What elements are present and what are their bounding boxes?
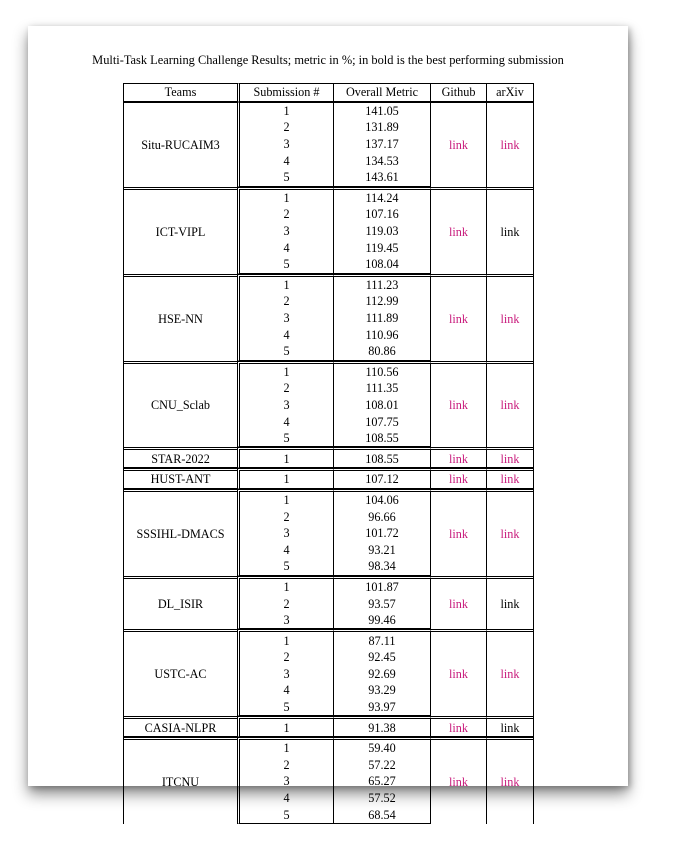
header-row	[124, 83, 533, 102]
submission-number: 2	[237, 119, 333, 136]
submission-number: 2	[237, 206, 333, 223]
submission-number: 3	[237, 397, 333, 414]
team-name: ICT-VIPL	[124, 187, 237, 274]
overall-metric-value: 68.54	[333, 806, 430, 824]
overall-metric-value: 137.17	[333, 136, 430, 153]
overall-metric-value: 91.38	[333, 716, 430, 737]
arxiv-cell	[486, 447, 533, 468]
github-cell	[430, 489, 486, 576]
overall-metric-value: 57.52	[333, 790, 430, 807]
overall-metric-value: 111.35	[333, 380, 430, 397]
overall-metric-value: 93.97	[333, 699, 430, 717]
github-link[interactable]: link	[449, 451, 468, 466]
results-body	[124, 102, 533, 824]
submission-number: 1	[237, 361, 333, 381]
overall-metric-value: 92.45	[333, 649, 430, 666]
arxiv-link[interactable]: link	[500, 472, 520, 487]
overall-metric-value: 107.12	[333, 468, 430, 489]
team-name: USTC-AC	[124, 629, 237, 716]
team-name: CASIA-NLPR	[124, 716, 237, 737]
submission-number: 1	[237, 187, 333, 207]
overall-metric-value: 108.01	[333, 397, 430, 414]
table-row	[124, 629, 533, 649]
overall-metric-value: 110.56	[333, 361, 430, 381]
github-cell	[430, 274, 486, 361]
overall-metric-value: 108.55	[333, 447, 430, 468]
github-link[interactable]: link	[449, 667, 468, 682]
submission-number: 1	[237, 274, 333, 294]
github-link[interactable]: link	[449, 398, 468, 413]
overall-metric-value: 112.99	[333, 293, 430, 310]
github-cell	[430, 187, 486, 274]
overall-metric-value: 92.69	[333, 666, 430, 683]
submission-number: 2	[237, 649, 333, 666]
table-row	[124, 576, 533, 596]
header-arxiv: arXiv	[486, 83, 533, 102]
overall-metric-value: 57.22	[333, 757, 430, 774]
submission-number: 4	[237, 413, 333, 430]
overall-metric-value: 98.34	[333, 558, 430, 576]
submission-number: 5	[237, 430, 333, 448]
team-name: HSE-NN	[124, 274, 237, 361]
submission-number: 2	[237, 757, 333, 774]
header-overall-metric: Overall Metric	[333, 83, 430, 102]
table-row	[124, 489, 533, 509]
submission-number: 1	[237, 629, 333, 649]
arxiv-link[interactable]: link	[500, 667, 520, 682]
github-link[interactable]: link	[449, 774, 468, 789]
arxiv-link[interactable]: link	[500, 311, 520, 326]
header-teams: Teams	[124, 83, 237, 102]
github-link[interactable]: link	[449, 472, 468, 487]
submission-number: 1	[237, 468, 333, 489]
submission-number: 3	[237, 612, 333, 630]
github-link[interactable]: link	[449, 224, 468, 239]
submission-number: 3	[237, 310, 333, 327]
overall-metric-value: 93.29	[333, 682, 430, 699]
overall-metric-value: 114.24	[333, 187, 430, 207]
team-name: CNU_Sclab	[124, 361, 237, 448]
overall-metric-value: 119.45	[333, 239, 430, 256]
arxiv-link[interactable]: link	[500, 597, 520, 612]
github-cell	[430, 576, 486, 630]
submission-number: 4	[237, 326, 333, 343]
table-row	[124, 361, 533, 381]
overall-metric-value: 111.89	[333, 310, 430, 327]
overall-metric-value: 110.96	[333, 326, 430, 343]
overall-metric-value: 107.75	[333, 413, 430, 430]
submission-number: 2	[237, 595, 333, 612]
table-row	[124, 468, 533, 489]
submission-number: 3	[237, 223, 333, 240]
results-table	[123, 83, 534, 824]
team-name: Situ-RUCAIM3	[124, 102, 237, 187]
submission-number: 5	[237, 256, 333, 274]
arxiv-link[interactable]: link	[500, 451, 520, 466]
github-cell	[430, 447, 486, 468]
arxiv-cell	[486, 629, 533, 716]
team-name: SSSIHL-DMACS	[124, 489, 237, 576]
submission-number: 5	[237, 343, 333, 361]
table-row	[124, 274, 533, 294]
overall-metric-value: 101.87	[333, 576, 430, 596]
github-link[interactable]: link	[449, 311, 468, 326]
arxiv-link[interactable]: link	[500, 774, 520, 789]
submission-number: 3	[237, 773, 333, 790]
overall-metric-value: 96.66	[333, 508, 430, 525]
arxiv-cell	[486, 576, 533, 630]
arxiv-link[interactable]: link	[500, 224, 520, 239]
submission-number: 2	[237, 508, 333, 525]
submission-number: 2	[237, 380, 333, 397]
submission-number: 1	[237, 737, 333, 757]
team-name: ITCNU	[124, 737, 237, 824]
table-row	[124, 447, 533, 468]
overall-metric-value: 141.05	[333, 102, 430, 120]
submission-number: 4	[237, 682, 333, 699]
overall-metric-value: 134.53	[333, 152, 430, 169]
submission-number: 1	[237, 716, 333, 737]
submission-number: 3	[237, 666, 333, 683]
submission-number: 1	[237, 489, 333, 509]
github-cell	[430, 102, 486, 187]
arxiv-cell	[486, 489, 533, 576]
github-cell	[430, 361, 486, 448]
overall-metric-value: 80.86	[333, 343, 430, 361]
github-link[interactable]: link	[449, 526, 468, 541]
github-cell	[430, 716, 486, 737]
submission-number: 1	[237, 447, 333, 468]
arxiv-cell	[486, 102, 533, 187]
header-submission: Submission #	[237, 83, 333, 102]
overall-metric-value: 107.16	[333, 206, 430, 223]
github-cell	[430, 629, 486, 716]
submission-number: 4	[237, 541, 333, 558]
overall-metric-value: 111.23	[333, 274, 430, 294]
submission-number: 3	[237, 136, 333, 153]
arxiv-link[interactable]: link	[500, 137, 520, 152]
submission-number: 5	[237, 169, 333, 187]
github-cell	[430, 468, 486, 489]
github-link[interactable]: link	[449, 720, 468, 735]
overall-metric-value: 65.27	[333, 773, 430, 790]
team-name: STAR-2022	[124, 447, 237, 468]
submission-number: 5	[237, 806, 333, 824]
arxiv-cell	[486, 187, 533, 274]
arxiv-cell	[486, 468, 533, 489]
submission-number: 5	[237, 699, 333, 717]
table-row	[124, 716, 533, 737]
arxiv-cell	[486, 737, 533, 824]
overall-metric-value: 108.04	[333, 256, 430, 274]
overall-metric-value: 59.40	[333, 737, 430, 757]
overall-metric-value: 104.06	[333, 489, 430, 509]
overall-metric-value: 143.61	[333, 169, 430, 187]
submission-number: 4	[237, 152, 333, 169]
team-name: DL_ISIR	[124, 576, 237, 630]
overall-metric-value: 119.03	[333, 223, 430, 240]
overall-metric-value: 131.89	[333, 119, 430, 136]
table-row	[124, 737, 533, 757]
overall-metric-value: 108.55	[333, 430, 430, 448]
table-row	[124, 102, 533, 120]
submission-number: 1	[237, 576, 333, 596]
table-row	[124, 187, 533, 207]
github-link[interactable]: link	[449, 137, 468, 152]
arxiv-link[interactable]: link	[500, 720, 520, 735]
arxiv-cell	[486, 361, 533, 448]
overall-metric-value: 93.21	[333, 541, 430, 558]
overall-metric-value: 87.11	[333, 629, 430, 649]
submission-number: 5	[237, 558, 333, 576]
submission-number: 4	[237, 790, 333, 807]
submission-number: 1	[237, 102, 333, 120]
github-cell	[430, 737, 486, 824]
submission-number: 4	[237, 239, 333, 256]
arxiv-cell	[486, 716, 533, 737]
table-caption: Multi-Task Learning Challenge Results; metric in %; in bold is the best performing submission	[92, 53, 564, 67]
submission-number: 3	[237, 525, 333, 542]
overall-metric-value: 93.57	[333, 595, 430, 612]
submission-number: 2	[237, 293, 333, 310]
arxiv-cell	[486, 274, 533, 361]
arxiv-link[interactable]: link	[500, 526, 520, 541]
overall-metric-value: 99.46	[333, 612, 430, 630]
paper-page	[28, 26, 628, 822]
header-github: Github	[430, 83, 486, 102]
team-name: HUST-ANT	[124, 468, 237, 489]
overall-metric-value: 101.72	[333, 525, 430, 542]
arxiv-link[interactable]: link	[500, 398, 520, 413]
github-link[interactable]: link	[449, 597, 468, 612]
